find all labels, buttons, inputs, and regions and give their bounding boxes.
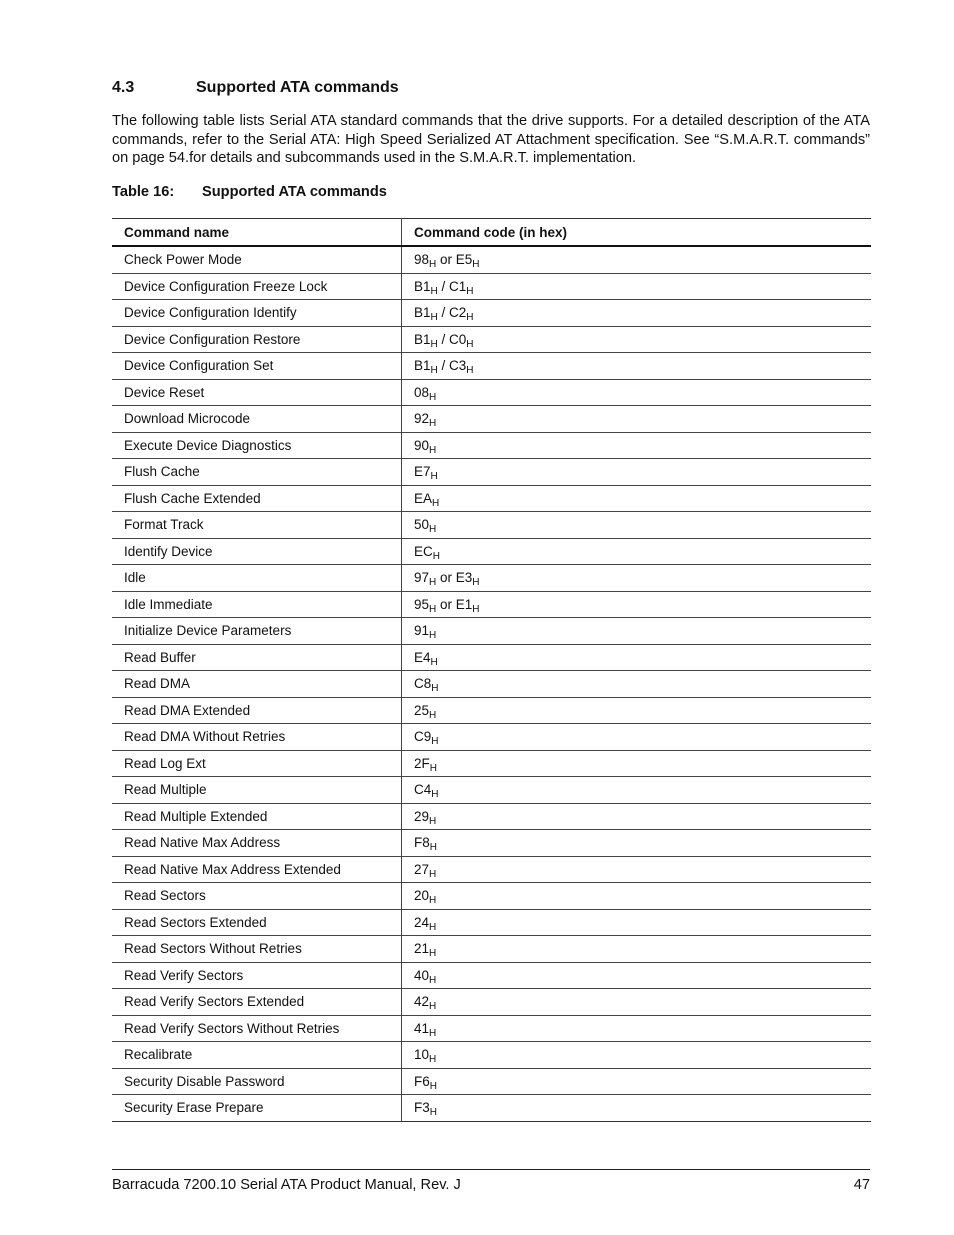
hex-code xyxy=(414,1073,437,1092)
table-row xyxy=(112,300,871,327)
command-code-cell xyxy=(402,618,872,645)
hex-subscript: H xyxy=(429,1107,437,1119)
page-number: 47 xyxy=(853,1177,870,1193)
hex-code xyxy=(414,649,438,668)
table-row xyxy=(112,1095,871,1122)
command-code-cell xyxy=(402,353,872,380)
hex-code xyxy=(414,967,437,986)
hex-value: C1 xyxy=(449,278,467,294)
table-row xyxy=(112,883,871,910)
command-name-cell: Read Native Max Address Extended xyxy=(112,856,402,883)
hex-code xyxy=(414,278,438,297)
hex-subscript: H xyxy=(432,550,440,562)
hex-subscript: H xyxy=(466,312,474,324)
hex-code xyxy=(414,543,440,562)
hex-code xyxy=(414,888,437,907)
hex-code xyxy=(414,755,437,774)
hex-code xyxy=(455,252,480,271)
hex-value: C0 xyxy=(449,331,467,347)
command-code-cell xyxy=(402,485,872,512)
table-body xyxy=(112,246,871,1121)
hex-subscript: H xyxy=(429,444,437,456)
hex-value: C9 xyxy=(414,729,432,745)
hex-value: C4 xyxy=(414,782,432,798)
hex-code xyxy=(414,596,437,615)
command-name-cell: Read Verify Sectors Without Retries xyxy=(112,1015,402,1042)
hex-code xyxy=(414,1020,437,1039)
code-separator: or xyxy=(436,252,456,268)
command-code-cell xyxy=(402,909,872,936)
hex-value: 92 xyxy=(414,411,430,427)
table-row xyxy=(112,962,871,989)
hex-value: 24 xyxy=(414,914,430,930)
hex-value: 95 xyxy=(414,596,430,612)
hex-subscript: H xyxy=(429,895,437,907)
command-name-cell: Device Configuration Set xyxy=(112,353,402,380)
table-row xyxy=(112,406,871,433)
hex-code xyxy=(414,570,437,589)
table-row xyxy=(112,379,871,406)
hex-subscript: H xyxy=(429,259,437,271)
hex-code xyxy=(449,305,474,324)
command-name-cell: Idle Immediate xyxy=(112,591,402,618)
command-code-cell xyxy=(402,406,872,433)
hex-value: 10 xyxy=(414,1047,430,1063)
command-name-cell: Read Log Ext xyxy=(112,750,402,777)
table-row xyxy=(112,644,871,671)
hex-code xyxy=(414,305,438,324)
hex-code xyxy=(414,464,438,483)
hex-value: E3 xyxy=(455,570,473,586)
hex-subscript: H xyxy=(472,603,480,615)
hex-subscript: H xyxy=(429,1054,437,1066)
hex-subscript: H xyxy=(429,709,437,721)
command-name-cell: Recalibrate xyxy=(112,1042,402,1069)
hex-subscript: H xyxy=(430,312,438,324)
hex-code xyxy=(414,941,437,960)
command-name-cell: Read Sectors Extended xyxy=(112,909,402,936)
command-code-cell xyxy=(402,856,872,883)
hex-value: B1 xyxy=(414,331,431,347)
table-row xyxy=(112,830,871,857)
code-separator: or xyxy=(436,596,456,612)
hex-code xyxy=(414,411,437,430)
hex-code xyxy=(414,331,438,350)
table-row xyxy=(112,432,871,459)
hex-subscript: H xyxy=(429,630,437,642)
command-code-cell xyxy=(402,936,872,963)
table-row xyxy=(112,724,871,751)
table-row xyxy=(112,246,871,273)
hex-code xyxy=(414,490,440,509)
table-row xyxy=(112,565,871,592)
command-name-cell: Read Native Max Address xyxy=(112,830,402,857)
hex-value: 2F xyxy=(414,755,430,771)
command-code-cell xyxy=(402,1068,872,1095)
hex-value: B1 xyxy=(414,358,431,374)
command-name-cell: Flush Cache Extended xyxy=(112,485,402,512)
command-name-cell: Identify Device xyxy=(112,538,402,565)
table-row xyxy=(112,326,871,353)
hex-value: 91 xyxy=(414,623,430,639)
hex-code xyxy=(455,596,480,615)
command-name-cell: Device Reset xyxy=(112,379,402,406)
table-row xyxy=(112,856,871,883)
command-name-cell: Read Multiple xyxy=(112,777,402,804)
code-separator: or xyxy=(436,570,456,586)
hex-subscript: H xyxy=(431,789,439,801)
command-code-cell xyxy=(402,962,872,989)
table-row xyxy=(112,538,871,565)
table-row xyxy=(112,671,871,698)
hex-code xyxy=(414,835,437,854)
table-row xyxy=(112,989,871,1016)
hex-value: EA xyxy=(414,490,433,506)
command-name-cell: Download Microcode xyxy=(112,406,402,433)
command-name-cell: Read Verify Sectors xyxy=(112,962,402,989)
hex-value: B1 xyxy=(414,305,431,321)
code-separator: / xyxy=(437,331,450,347)
table-row xyxy=(112,750,871,777)
hex-subscript: H xyxy=(429,842,437,854)
hex-subscript: H xyxy=(429,1001,437,1013)
hex-value: F8 xyxy=(414,835,430,851)
section-title: Supported ATA commands xyxy=(196,79,399,96)
hex-code xyxy=(414,994,437,1013)
hex-value: 08 xyxy=(414,384,430,400)
command-code-cell xyxy=(402,326,872,353)
command-name-cell: Read DMA Without Retries xyxy=(112,724,402,751)
hex-code xyxy=(414,623,437,642)
table-row xyxy=(112,512,871,539)
command-code-cell xyxy=(402,379,872,406)
command-code-cell xyxy=(402,777,872,804)
command-name-cell: Security Disable Password xyxy=(112,1068,402,1095)
hex-value: EC xyxy=(414,543,433,559)
table-row xyxy=(112,1015,871,1042)
command-name-cell: Read DMA xyxy=(112,671,402,698)
hex-subscript: H xyxy=(430,471,438,483)
table-row xyxy=(112,1068,871,1095)
hex-value: 20 xyxy=(414,888,430,904)
hex-value: 42 xyxy=(414,994,430,1010)
command-code-cell xyxy=(402,724,872,751)
hex-value: C8 xyxy=(414,676,432,692)
table-row xyxy=(112,353,871,380)
hex-value: F6 xyxy=(414,1073,430,1089)
hex-subscript: H xyxy=(429,577,437,589)
hex-value: E1 xyxy=(455,596,473,612)
table-row xyxy=(112,936,871,963)
section-heading xyxy=(112,79,399,97)
hex-value: 97 xyxy=(414,570,430,586)
command-name-cell: Read DMA Extended xyxy=(112,697,402,724)
table-label: Table 16: xyxy=(112,184,175,200)
hex-value: 40 xyxy=(414,967,430,983)
hex-code xyxy=(414,861,437,880)
intro-paragraph: The following table lists Serial ATA standard commands that the drive supports. For a detailed description of the ATA commands, refer to the Serial ATA: High Speed Serialized AT Attachment specification. See “S.M.A.R.T. commands” on page 54.for details and subcommands used in the S.M.A.R.T. implementation. xyxy=(112,113,870,166)
table-header-row xyxy=(112,219,871,247)
hex-code xyxy=(414,702,437,721)
hex-subscript: H xyxy=(429,391,437,403)
hex-value: F3 xyxy=(414,1100,430,1116)
table-row xyxy=(112,485,871,512)
hex-subscript: H xyxy=(430,656,438,668)
commands-table xyxy=(112,218,871,1122)
table-row xyxy=(112,273,871,300)
command-code-cell xyxy=(402,697,872,724)
command-code-cell xyxy=(402,432,872,459)
hex-value: E7 xyxy=(414,464,431,480)
command-name-cell: Read Buffer xyxy=(112,644,402,671)
table-row xyxy=(112,459,871,486)
hex-code xyxy=(414,729,439,748)
command-code-cell xyxy=(402,300,872,327)
command-code-cell xyxy=(402,538,872,565)
command-name-cell: Device Configuration Identify xyxy=(112,300,402,327)
hex-subscript: H xyxy=(429,815,437,827)
hex-code xyxy=(455,570,480,589)
table-row xyxy=(112,1042,871,1069)
hex-value: 25 xyxy=(414,702,430,718)
command-name-cell: Read Verify Sectors Extended xyxy=(112,989,402,1016)
code-separator: / xyxy=(437,358,450,374)
footer-rule xyxy=(112,1169,870,1170)
command-name-cell: Flush Cache xyxy=(112,459,402,486)
hex-subscript: H xyxy=(429,1080,437,1092)
hex-value: C3 xyxy=(449,358,467,374)
hex-subscript: H xyxy=(472,259,480,271)
hex-subscript: H xyxy=(429,603,437,615)
hex-code xyxy=(414,517,437,536)
command-code-cell xyxy=(402,591,872,618)
hex-value: 50 xyxy=(414,517,430,533)
hex-code xyxy=(414,1047,437,1066)
code-separator: / xyxy=(437,278,450,294)
hex-code xyxy=(414,1100,437,1119)
hex-subscript: H xyxy=(432,497,440,509)
command-name-cell: Read Sectors Without Retries xyxy=(112,936,402,963)
hex-subscript: H xyxy=(430,338,438,350)
hex-value: 29 xyxy=(414,808,430,824)
hex-code xyxy=(414,914,437,933)
header-command-code: Command code (in hex) xyxy=(402,219,872,247)
command-name-cell: Execute Device Diagnostics xyxy=(112,432,402,459)
command-code-cell xyxy=(402,246,872,273)
command-code-cell xyxy=(402,671,872,698)
hex-value: B1 xyxy=(414,278,431,294)
table-row xyxy=(112,697,871,724)
command-code-cell xyxy=(402,273,872,300)
hex-code xyxy=(414,808,437,827)
code-separator: / xyxy=(437,305,450,321)
hex-subscript: H xyxy=(429,974,437,986)
command-name-cell: Idle xyxy=(112,565,402,592)
command-code-cell xyxy=(402,1015,872,1042)
hex-code xyxy=(414,782,439,801)
hex-code xyxy=(414,252,437,271)
hex-subscript: H xyxy=(431,736,439,748)
hex-value: E5 xyxy=(455,252,473,268)
hex-subscript: H xyxy=(429,948,437,960)
hex-code xyxy=(449,358,474,377)
command-code-cell xyxy=(402,459,872,486)
hex-code xyxy=(414,384,437,403)
table-caption xyxy=(112,184,387,200)
hex-subscript: H xyxy=(429,418,437,430)
command-code-cell xyxy=(402,803,872,830)
hex-code xyxy=(449,331,474,350)
command-code-cell xyxy=(402,565,872,592)
hex-subscript: H xyxy=(429,868,437,880)
hex-value: 98 xyxy=(414,252,430,268)
hex-subscript: H xyxy=(430,365,438,377)
hex-value: 90 xyxy=(414,437,430,453)
table-row xyxy=(112,777,871,804)
table-row xyxy=(112,909,871,936)
hex-subscript: H xyxy=(429,1027,437,1039)
table-row xyxy=(112,803,871,830)
command-name-cell: Read Sectors xyxy=(112,883,402,910)
command-code-cell xyxy=(402,1042,872,1069)
hex-value: 41 xyxy=(414,1020,430,1036)
command-code-cell xyxy=(402,989,872,1016)
hex-value: C2 xyxy=(449,305,467,321)
command-code-cell xyxy=(402,750,872,777)
command-code-cell xyxy=(402,644,872,671)
hex-value: E4 xyxy=(414,649,431,665)
command-name-cell: Read Multiple Extended xyxy=(112,803,402,830)
hex-subscript: H xyxy=(431,683,439,695)
table-row xyxy=(112,618,871,645)
command-code-cell xyxy=(402,830,872,857)
command-name-cell: Device Configuration Freeze Lock xyxy=(112,273,402,300)
hex-value: 27 xyxy=(414,861,430,877)
command-code-cell xyxy=(402,1095,872,1122)
hex-code xyxy=(449,278,474,297)
section-number: 4.3 xyxy=(112,79,135,96)
hex-subscript: H xyxy=(429,524,437,536)
command-code-cell xyxy=(402,512,872,539)
footer-title: Barracuda 7200.10 Serial ATA Product Manual, Rev. J xyxy=(112,1177,461,1193)
hex-subscript: H xyxy=(472,577,480,589)
command-name-cell: Initialize Device Parameters xyxy=(112,618,402,645)
command-code-cell xyxy=(402,883,872,910)
header-command-name: Command name xyxy=(112,219,402,247)
command-name-cell: Check Power Mode xyxy=(112,246,402,273)
table-row xyxy=(112,591,871,618)
table-title: Supported ATA commands xyxy=(202,184,387,200)
hex-subscript: H xyxy=(430,285,438,297)
hex-code xyxy=(414,437,437,456)
hex-value: 21 xyxy=(414,941,430,957)
hex-subscript: H xyxy=(429,921,437,933)
hex-code xyxy=(414,358,438,377)
hex-subscript: H xyxy=(466,338,474,350)
hex-code xyxy=(414,676,439,695)
hex-subscript: H xyxy=(429,762,437,774)
command-name-cell: Format Track xyxy=(112,512,402,539)
hex-subscript: H xyxy=(466,365,474,377)
command-name-cell: Security Erase Prepare xyxy=(112,1095,402,1122)
hex-subscript: H xyxy=(466,285,474,297)
command-name-cell: Device Configuration Restore xyxy=(112,326,402,353)
